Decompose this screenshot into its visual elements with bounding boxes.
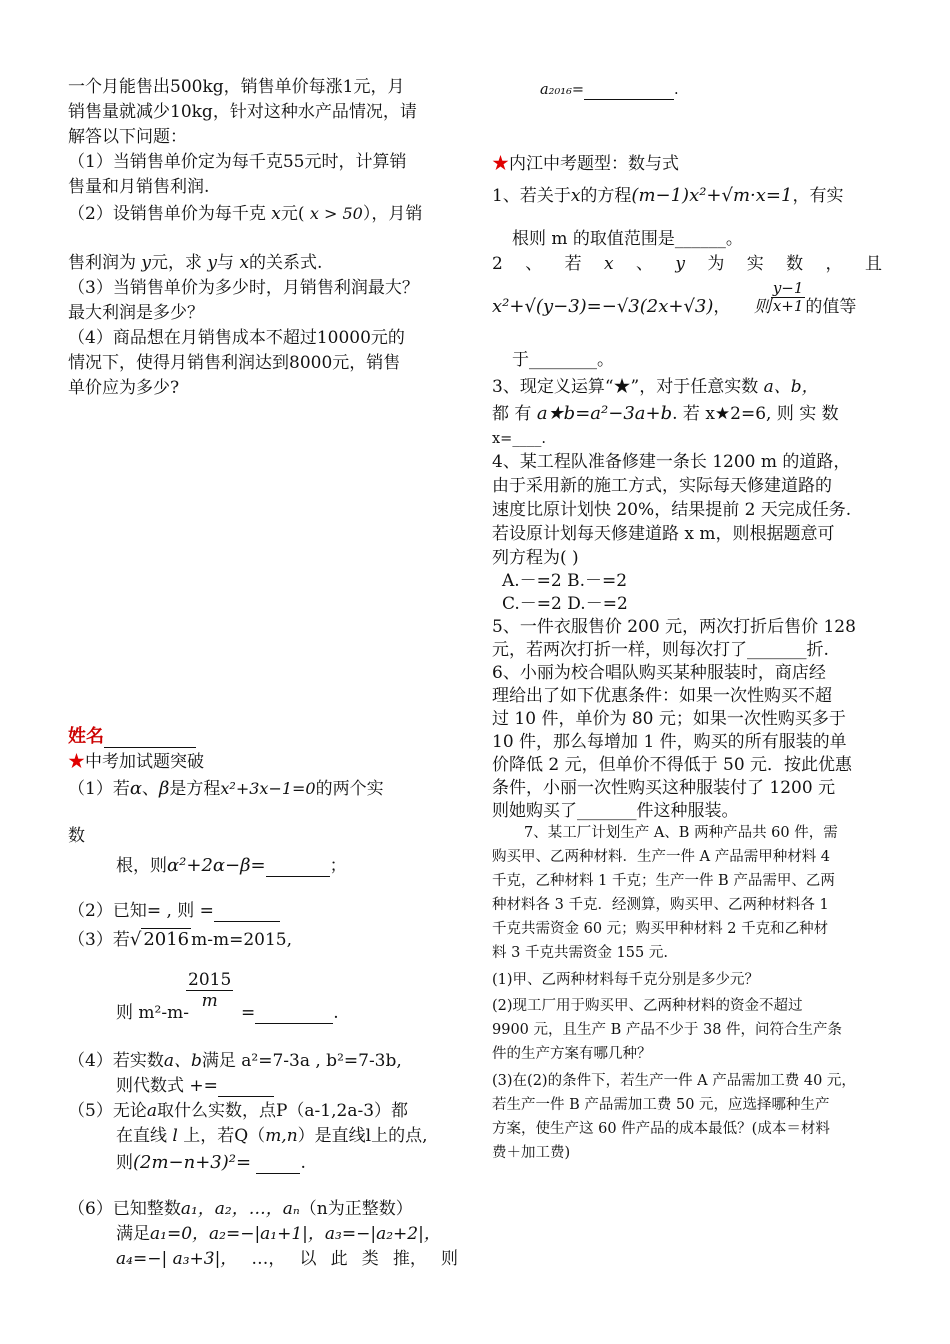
- a2016-answer: a₂₀₁₆= .: [540, 82, 679, 98]
- right-question-6-line-3: 过 10 件，单价为 80 元；如果一次性购买多于: [492, 709, 846, 729]
- right-question-6-line-1: 6、小丽为校合唱队购买某种服装时，商店经: [492, 663, 826, 683]
- right-question-5-line-1: 5、一件衣服售价 200 元，两次打折后售价 128: [492, 617, 856, 637]
- question-5-line-1: （5）无论a取什么实数，点P（a-1,2a-3）都: [68, 1101, 409, 1121]
- right-question-4-line-4: 若设原计划每天修建道路 x m，则根据题意可: [492, 524, 835, 544]
- right-question-6-line-4: 10 件，那么每增加 1 件，购买的所有服装的单: [492, 732, 847, 752]
- right-question-7-line-14: 费＋加工费): [492, 1145, 571, 1161]
- right-question-2-line-1: 2 、 若 x 、 y 为 实 数 ， 且: [492, 254, 882, 274]
- problem-line-4: （1）当销售单价定为每千克55元时，计算销: [68, 152, 407, 172]
- name-label: 姓名: [68, 726, 196, 748]
- right-question-2-line-2: x²+√(y−3)=−√3(2x+√3)， 则 $\frac{y-1}{x+1}$ 的值等: [492, 279, 857, 317]
- right-question-7-line-7: (1)甲、乙两种材料每千克分别是多少元？: [492, 972, 760, 988]
- right-question-1-line-1: 1、若关于x的方程(m−1)x²+√m·x=1，有实: [492, 185, 844, 206]
- question-1-line-2: 数: [68, 826, 85, 846]
- right-question-4-line-2: 由于采用新的施工方式，实际每天修建道路的: [492, 476, 832, 496]
- right-question-7-line-4: 种材料各 3 千克．经测算，购买甲、乙两种材料各 1: [492, 897, 829, 913]
- section-title-left: ★中考加试题突破: [68, 752, 204, 772]
- problem-line-5: 售量和月销售利润.: [68, 177, 210, 197]
- right-question-4-line-5: 列方程为( ): [492, 548, 579, 568]
- problem-line-7: 售利润为 y元，求 y与 x的关系式.: [68, 253, 323, 273]
- question-6-line-3: a₄=−| a₃+3|， …， 以 此 类 推， 则: [116, 1249, 458, 1269]
- question-2: （2）已知= , 则 =: [68, 900, 280, 922]
- right-question-7-line-6: 料 3 千克共需资金 155 元.: [492, 945, 668, 961]
- problem-line-3: 解答以下问题：: [68, 127, 187, 147]
- question-6-line-2: 满足a₁=0，a₂=−|a₁+1|，a₃=−|a₂+2|，: [116, 1224, 441, 1244]
- right-question-6-line-5: 价降低 2 元，但单价不得低于 50 元．按此优惠: [492, 755, 853, 775]
- right-question-6-line-6: 条件，小丽一次性购买这种服装付了 1200 元: [492, 778, 836, 798]
- section-title-right: ★内江中考题型：数与式: [492, 154, 679, 174]
- right-question-7-line-13: 方案，使生产这 60 件产品的成本最低？(成本＝材料: [492, 1121, 830, 1137]
- right-question-7-line-1: 7、某工厂计划生产 A、B 两种产品共 60 件，需: [524, 825, 838, 841]
- right-question-3-line-3: x=____.: [492, 431, 546, 447]
- question-6-line-1: （6）已知整数a₁，a₂，…，aₙ（n为正整数）: [68, 1199, 413, 1219]
- problem-line-2: 销售量就减少10kg，针对这种水产品情况，请: [68, 102, 417, 122]
- right-question-7-line-8: (2)现工厂用于购买甲、乙两种材料的资金不超过: [492, 998, 803, 1014]
- right-question-4-choices-cd: C.－=2 D.－=2: [502, 594, 628, 614]
- star-icon: ★: [492, 154, 509, 174]
- right-question-4-choices-ab: A.－=2 B.－=2: [502, 571, 628, 591]
- right-question-4-line-3: 速度比原计划快 20%，结果提前 2 天完成任务.: [492, 500, 852, 520]
- problem-line-12: 单价应为多少?: [68, 378, 180, 398]
- problem-line-8: （3）当销售单价为多少时，月销售利润最大？: [68, 278, 419, 298]
- question-1-line-1: （1）若α、β是方程x²+3x−1=0的两个实: [68, 778, 384, 799]
- right-question-7-line-11: (3)在(2)的条件下，若生产一件 A 产品需加工费 40 元，: [492, 1073, 856, 1089]
- right-question-7-line-10: 件的生产方案有哪几种？: [492, 1046, 652, 1062]
- question-4-line-1: （4）若实数a、b满足 a²=7-3a , b²=7-3b,: [68, 1051, 402, 1071]
- right-question-7-line-12: 若生产一件 B 产品需加工费 50 元，应选择哪种生产: [492, 1097, 830, 1113]
- problem-line-6: （2）设销售单价为每千克 x元( x > 50），月销: [68, 204, 423, 224]
- right-question-6-line-7: 则她购买了_______件这种服装。: [492, 801, 739, 821]
- question-5-line-3: 则(2m−n+3)²= .: [116, 1152, 306, 1173]
- right-question-5-line-2: 元，若两次打折一样，则每次打了_______折.: [492, 640, 829, 660]
- question-3-line-2: 则 m²-m- = .: [116, 1003, 339, 1023]
- right-question-1-line-2: 根则 m 的取值范围是______。: [512, 229, 743, 249]
- right-question-3-line-2: 都 有 a★b=a²−3a+b. 若 x★2=6, 则 实 数: [492, 403, 839, 424]
- right-question-7-line-2: 购买甲、乙两种材料．生产一件 A 产品需甲种材料 4: [492, 849, 831, 865]
- problem-line-9: 最大利润是多少？: [68, 303, 204, 323]
- right-question-3-line-1: 3、现定义运算“★”，对于任意实数 a、b，: [492, 377, 819, 397]
- right-question-7-line-9: 9900 元，且生产 B 产品不少于 38 件，问符合生产条: [492, 1022, 843, 1038]
- question-4-line-2: 则代数式 +=: [116, 1075, 274, 1097]
- question-3-line-1: （3）若√ 2016 m-m=2015,: [68, 929, 293, 950]
- question-1-line-3: 根，则α²+2α−β= ；: [116, 855, 347, 876]
- problem-line-11: 情况下，使得月销售利润达到8000元，销售: [68, 353, 401, 373]
- right-question-6-line-2: 理给出了如下优惠条件：如果一次性购买不超: [492, 686, 832, 706]
- right-question-7-line-5: 千克共需资金 60 元；购买甲种材料 2 千克和乙种材: [492, 921, 829, 937]
- right-question-7-line-3: 千克，乙种材料 1 千克；生产一件 B 产品需甲、乙两: [492, 873, 835, 889]
- right-question-4-line-1: 4、某工程队准备修建一条长 1200 m 的道路，: [492, 452, 851, 472]
- question-3-fraction: $\frac{2015}{m}$: [188, 970, 232, 1011]
- problem-line-1: 一个月能售出500kg，销售单价每涨1元，月: [68, 77, 405, 97]
- right-question-2-line-3: 于________。: [512, 350, 614, 370]
- question-5-line-2: 在直线 l 上，若Q（m,n）是直线l上的点,: [116, 1126, 428, 1146]
- star-icon: ★: [68, 752, 85, 772]
- problem-line-10: （4）商品想在月销售成本不超过10000元的: [68, 328, 405, 348]
